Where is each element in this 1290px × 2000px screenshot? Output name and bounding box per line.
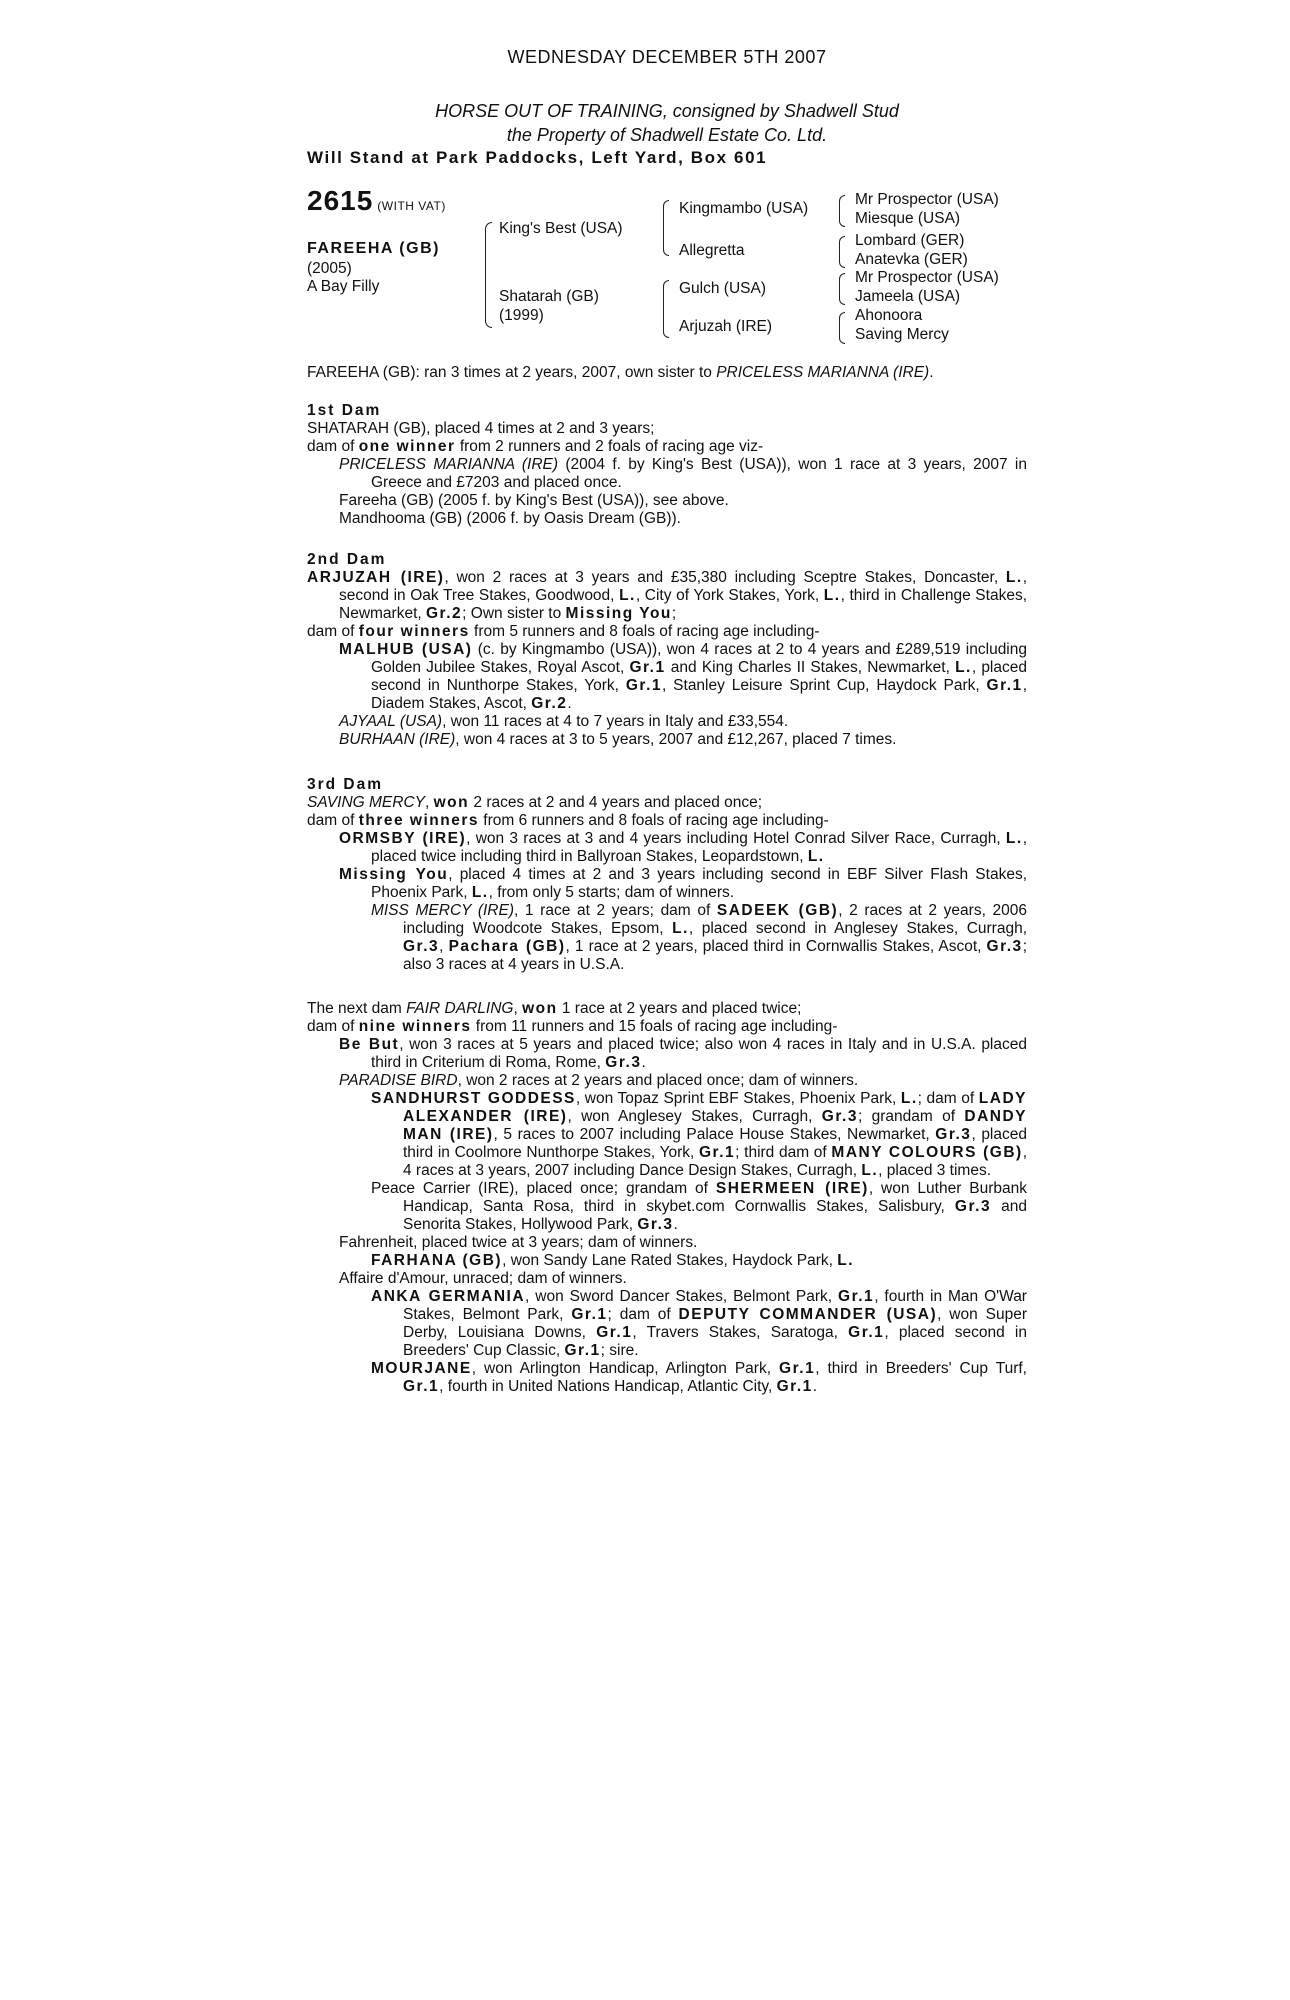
next-dam-produce: dam of nine winners from 11 runners and 15 foals of racing age including- <box>307 1018 838 1035</box>
sale-date: WEDNESDAY DECEMBER 5TH 2007 <box>507 47 827 67</box>
produce-item: MALHUB (USA) (c. by Kingmambo (USA)), won 4 races at 2 to 4 years and £289,519 including Golden Jubilee Stakes, Royal Ascot, Gr.1 and King Charles II Stakes, Newmarket, L., placed second in Nunthorpe Stakes, York, Gr.1, Stanley Leisure Sprint Cup, Haydock Park, Gr.1, Diadem Stakes, Ascot, Gr.2. <box>339 641 1027 712</box>
pedigree-sss: Mr Prospector (USA) <box>855 191 999 208</box>
pedigree-dss: Mr Prospector (USA) <box>855 269 999 286</box>
first-dam-section <box>307 402 1027 528</box>
pedigree-sdd: Anatevka (GER) <box>855 251 968 268</box>
third-dam-heading: 3rd Dam <box>307 776 384 793</box>
produce-item: Be But, won 3 races at 5 years and placed twice; also won 4 races in Italy and in U.S.A. placed third in Criterium di Roma, Rome, Gr.3. <box>339 1036 1027 1071</box>
horse-year: (2005) <box>307 260 352 277</box>
produce-item: BURHAAN (IRE), won 4 races at 3 to 5 years, 2007 and £12,267, placed 7 times. <box>339 731 897 748</box>
first-dam-name: SHATARAH (GB), placed 4 times at 2 and 3 years; <box>307 420 655 437</box>
property-line: the Property of Shadwell Estate Co. Ltd. <box>506 125 828 145</box>
produce-item: MISS MERCY (IRE), 1 race at 2 years; dam of SADEEK (GB), 2 races at 2 years, 2006 including Woodcote Stakes, Epsom, L., placed second in Anglesey Stakes, Curragh, Gr.3, Pachara (GB), 1 race at 2 years, placed third in Cornwallis Stakes, Ascot, Gr.3; also 3 races at 4 years in U.S.A. <box>371 902 1027 973</box>
third-dam-record: SAVING MERCY, won 2 races at 2 and 4 years and placed once; <box>307 794 763 811</box>
produce-item: Fahrenheit, placed twice at 3 years; dam of winners. <box>339 1234 698 1251</box>
second-dam-record: ARJUZAH (IRE), won 2 races at 3 years and £35,380 including Sceptre Stakes, Doncaster, L., second in Oak Tree Stakes, Goodwood, L., City of York Stakes, York, L., third in Challenge Stakes, Newmarket, Gr.2; Own sister to Missing You; <box>307 569 1028 622</box>
horse-summary: FAREEHA (GB): ran 3 times at 2 years, 2007, own sister to PRICELESS MARIANNA (IRE). <box>307 364 934 381</box>
pedigree-dam-dam: Arjuzah (IRE) <box>679 318 773 335</box>
produce-item: Fareeha (GB) (2005 f. by King's Best (USA)), see above. <box>339 492 729 509</box>
produce-item: ANKA GERMANIA, won Sword Dancer Stakes, Belmont Park, Gr.1, fourth in Man O'War Stakes, Belmont Park, Gr.1; dam of DEPUTY COMMANDER (USA), won Super Derby, Louisiana Downs, Gr.1, Travers Stakes, Saratoga, Gr.1, placed second in Breeders' Cup Classic, Gr.1; sire. <box>371 1288 1027 1359</box>
produce-item: FARHANA (GB), won Sandy Lane Rated Stakes, Haydock Park, L. <box>371 1252 855 1269</box>
pedigree-brace <box>839 195 845 227</box>
pedigree-brace <box>839 273 845 305</box>
horse-description: A Bay Filly <box>307 278 380 295</box>
produce-item: Affaire d'Amour, unraced; dam of winners. <box>339 1270 627 1287</box>
produce-item: PARADISE BIRD, won 2 races at 2 years and placed once; dam of winners. <box>339 1072 859 1089</box>
vat-note: (WITH VAT) <box>377 199 446 213</box>
pedigree-sds: Lombard (GER) <box>855 232 965 249</box>
produce-item: Missing You, placed 4 times at 2 and 3 years including second in EBF Silver Flash Stakes, Phoenix Park, L., from only 5 starts; dam of winners. <box>339 866 1027 901</box>
next-dam-record: The next dam FAIR DARLING, won 1 race at 2 years and placed twice; <box>307 1000 802 1017</box>
stand-location: Will Stand at Park Paddocks, Left Yard, Box 601 <box>307 148 768 167</box>
produce-item: Mandhooma (GB) (2006 f. by Oasis Dream (GB)). <box>339 510 681 527</box>
pedigree-brace <box>663 280 669 338</box>
pedigree-brace <box>663 200 669 256</box>
lot-number: 2615 (WITH VAT) <box>307 185 446 216</box>
consignment-line: HORSE OUT OF TRAINING, consigned by Shadwell Stud <box>435 101 899 121</box>
pedigree-dsd: Jameela (USA) <box>855 288 961 305</box>
pedigree-brace <box>839 312 845 344</box>
produce-item: AJYAAL (USA), won 11 races at 4 to 7 years in Italy and £33,554. <box>339 713 789 730</box>
pedigree-ddd: Saving Mercy <box>855 326 949 343</box>
pedigree-dam-year: (1999) <box>499 307 544 324</box>
first-dam-heading: 1st Dam <box>307 402 382 419</box>
first-dam-produce: dam of one winner from 2 runners and 2 foals of racing age viz- <box>307 438 764 455</box>
third-dam-produce: dam of three winners from 6 runners and 8 foals of racing age including- <box>307 812 829 829</box>
second-dam-section <box>307 551 1027 749</box>
produce-item: Peace Carrier (IRE), placed once; grandam of SHERMEEN (IRE), won Luther Burbank Handicap, Santa Rosa, third in skybet.com Cornwallis Stakes, Salisbury, Gr.3 and Senorita Stakes, Hollywood Park, Gr.3. <box>371 1180 1027 1233</box>
next-dam-section <box>307 1000 1027 1396</box>
produce-item: ORMSBY (IRE), won 3 races at 3 and 4 years including Hotel Conrad Silver Race, Curragh, L., placed twice including third in Ballyroan Stakes, Leopardstown, L. <box>339 830 1027 865</box>
pedigree-dds: Ahonoora <box>855 307 923 324</box>
pedigree-dam-sire: Gulch (USA) <box>679 280 766 297</box>
pedigree-ssd: Miesque (USA) <box>855 210 961 227</box>
pedigree-sire: King's Best (USA) <box>499 220 623 237</box>
second-dam-heading: 2nd Dam <box>307 551 387 568</box>
pedigree-sire-dam: Allegretta <box>679 242 745 259</box>
pedigree-sire-sire: Kingmambo (USA) <box>679 200 809 217</box>
produce-item: PRICELESS MARIANNA (IRE) (2004 f. by King's Best (USA)), won 1 race at 3 years, 2007 in Greece and £7203 and placed once. <box>339 456 1027 491</box>
pedigree-brace <box>485 222 492 328</box>
produce-item: MOURJANE, won Arlington Handicap, Arlington Park, Gr.1, third in Breeders' Cup Turf, Gr.1, fourth in United Nations Handicap, Atlantic City, Gr.1. <box>371 1360 1027 1395</box>
second-dam-produce: dam of four winners from 5 runners and 8 foals of racing age including- <box>307 623 820 640</box>
horse-name: FAREEHA (GB) <box>307 240 440 257</box>
produce-item: SANDHURST GODDESS, won Topaz Sprint EBF Stakes, Phoenix Park, L.; dam of LADY ALEXANDER (IRE), won Anglesey Stakes, Curragh, Gr.3; grandam of DANDY MAN (IRE), 5 races to 2007 including Palace House Stakes, Newmarket, Gr.3, placed third in Coolmore Nunthorpe Stakes, York, Gr.1; third dam of MANY COLOURS (GB), 4 races at 3 years, 2007 including Dance Design Stakes, Curragh, L., placed 3 times. <box>371 1090 1027 1179</box>
pedigree-dam: Shatarah (GB) <box>499 288 599 305</box>
pedigree-brace <box>839 236 845 268</box>
third-dam-section <box>307 776 1027 974</box>
